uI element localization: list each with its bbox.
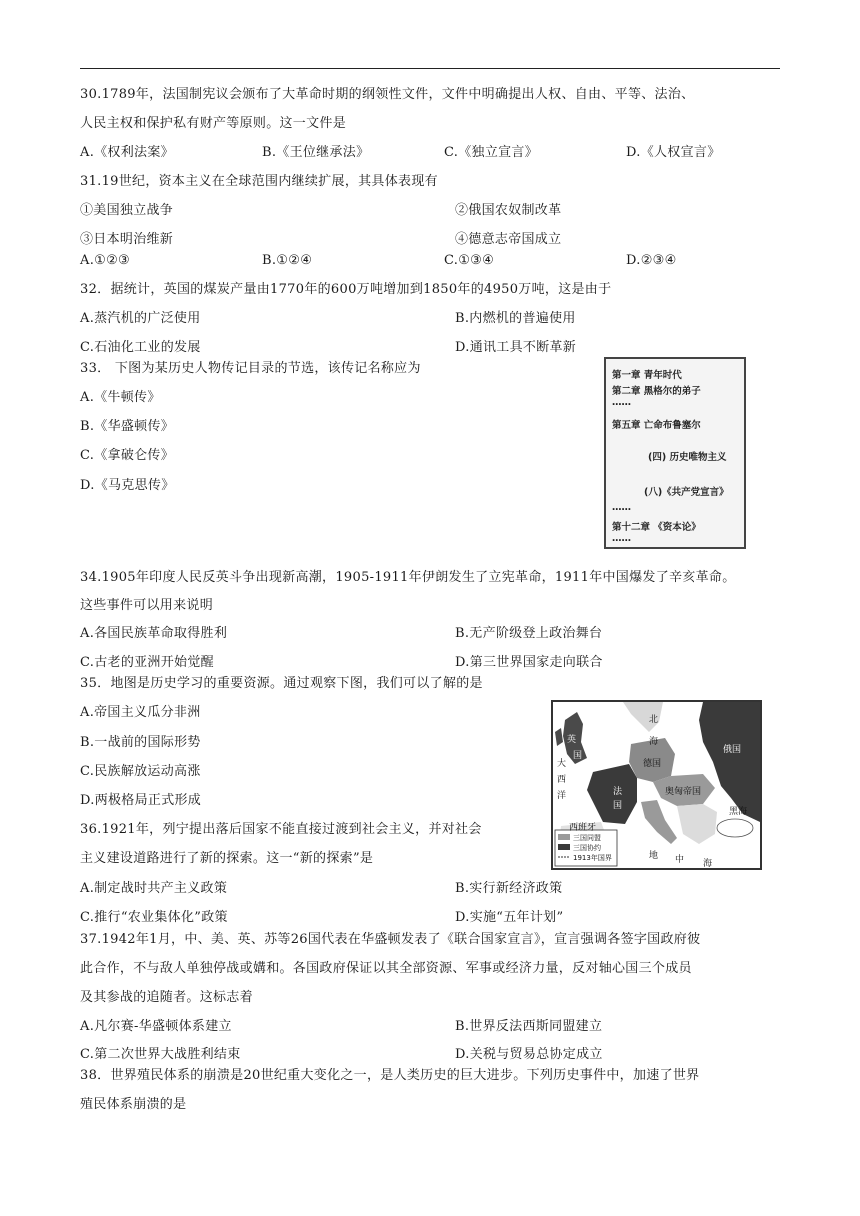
- q31-option-d: D.②③④: [626, 253, 677, 268]
- map-label: 德国: [643, 759, 662, 769]
- q32-stem: 32．据统计，英国的煤炭产量由1770年的600万吨增加到1850年的4950万吨，这是由于: [80, 282, 612, 297]
- q34-option-a: A.各国民族革命取得胜利: [80, 626, 228, 641]
- q37-stem-line2: 此合作，不与敌人单独停战或媾和。各国政府保证以其全部资源、军事或经济力量，反对轴心国三个成员: [80, 961, 692, 976]
- map-label: 洋: [557, 791, 567, 801]
- q33-option-a: A.《牛顿传》: [80, 390, 161, 405]
- map-label: 海: [703, 859, 713, 869]
- map-label: 地: [649, 851, 659, 861]
- q34-stem-line2: 这些事件可以用来说明: [80, 598, 214, 613]
- q37-stem-line3: 及其参战的追随者。这标志着: [80, 990, 253, 1005]
- q37-stem-line1: 37.1942年1月，中、美、英、苏等26国代表在华盛顿发表了《联合国家宣言》，宣言强调各签字国政府彼: [80, 932, 701, 947]
- q36-stem-line1: 36.1921年，列宁提出落后国家不能直接过渡到社会主义，并对社会: [80, 822, 482, 837]
- map-label: 国: [613, 801, 623, 811]
- q31-item-3: ③日本明治维新: [80, 232, 174, 247]
- toc-line: (八)《共产党宣言》: [644, 487, 729, 498]
- q33-option-c: C.《拿破仑传》: [80, 448, 175, 463]
- map-label: 英: [567, 735, 577, 745]
- q35-stem: 35．地图是历史学习的重要资源。通过观察下图，我们可以了解的是: [80, 676, 483, 691]
- map-label: 黑海: [729, 807, 748, 817]
- map-label: 中: [675, 855, 685, 865]
- q38-stem-line2: 殖民体系崩溃的是: [80, 1097, 187, 1112]
- europe-1913-map-figure: [551, 700, 762, 870]
- q32-option-a: A.蒸汽机的广泛使用: [80, 311, 201, 326]
- toc-line: 第一章 青年时代: [612, 370, 682, 381]
- map-legend-label: 1913年国界: [573, 854, 612, 862]
- q35-option-b: B.一战前的国际形势: [80, 735, 201, 750]
- q33-option-d: D.《马克思传》: [80, 478, 175, 493]
- map-label: 国: [573, 751, 583, 761]
- q37-option-d: D.关税与贸易总协定成立: [455, 1047, 603, 1062]
- q30-option-a: A.《权利法案》: [80, 145, 174, 160]
- toc-line: ……: [612, 397, 631, 408]
- q30-stem-line2: 人民主权和保护私有财产等原则。这一文件是: [80, 116, 347, 131]
- q32-option-c: C.石油化工业的发展: [80, 340, 201, 355]
- q33-option-b: B.《华盛顿传》: [80, 419, 175, 434]
- toc-line: (四) 历史唯物主义: [648, 452, 727, 463]
- map-label: 海: [649, 737, 659, 747]
- q31-stem: 31.19世纪，资本主义在全球范围内继续扩展，其具体表现有: [80, 174, 438, 189]
- toc-line: ……: [612, 533, 631, 544]
- q33-stem: 33． 下图为某历史人物传记目录的节选，该传记名称应为: [80, 361, 421, 376]
- q32-option-b: B.内燃机的普遍使用: [455, 311, 576, 326]
- q31-option-c: C.①③④: [444, 253, 495, 268]
- q37-option-a: A.凡尔赛-华盛顿体系建立: [80, 1019, 232, 1034]
- q37-option-b: B.世界反法西斯同盟建立: [455, 1019, 603, 1034]
- map-label: 北: [649, 715, 659, 725]
- q34-stem-line1: 34.1905年印度人民反英斗争出现新高潮，1905-1911年伊朗发生了立宪革命，1911年中国爆发了辛亥革命。: [80, 570, 736, 585]
- map-label: 西班牙: [569, 823, 597, 833]
- map-label: 法: [613, 787, 623, 797]
- map-legend-label: 三国同盟: [573, 834, 601, 842]
- q35-option-c: C.民族解放运动高涨: [80, 764, 201, 779]
- q30-option-b: B.《王位继承法》: [262, 145, 370, 160]
- q34-option-c: C.古老的亚洲开始觉醒: [80, 655, 214, 670]
- toc-line: 第十二章 《资本论》: [612, 522, 701, 533]
- toc-line: ……: [612, 502, 631, 513]
- q36-option-b: B.实行新经济政策: [455, 881, 563, 896]
- q36-option-d: D.实施“五年计划”: [455, 910, 564, 925]
- q31-item-4: ④德意志帝国成立: [455, 232, 562, 247]
- q36-option-a: A.制定战时共产主义政策: [80, 881, 228, 896]
- q38-stem-line1: 38．世界殖民体系的崩溃是20世纪重大变化之一，是人类历史的巨大进步。下列历史事件中，加速了世界: [80, 1068, 700, 1083]
- q31-item-1: ①美国独立战争: [80, 203, 174, 218]
- q32-option-d: D.通讯工具不断革新: [455, 340, 577, 355]
- q31-option-a: A.①②③: [80, 253, 130, 268]
- toc-line: 第二章 黑格尔的弟子: [612, 386, 701, 397]
- q37-option-c: C.第二次世界大战胜利结束: [80, 1047, 241, 1062]
- top-rule: [80, 68, 780, 69]
- q31-option-b: B.①②④: [262, 253, 313, 268]
- q30-option-c: C.《独立宣言》: [444, 145, 539, 160]
- q31-item-2: ②俄国农奴制改革: [455, 203, 562, 218]
- map-label: 大: [557, 759, 567, 769]
- map-label: 俄国: [723, 745, 742, 755]
- q36-stem-line2: 主义建设道路进行了新的探索。这一“新的探索”是: [80, 851, 374, 866]
- map-label: 西: [557, 775, 567, 785]
- q30-option-d: D.《人权宣言》: [626, 145, 721, 160]
- map-legend-label: 三国协约: [573, 844, 601, 852]
- q35-option-d: D.两极格局正式形成: [80, 793, 202, 808]
- q36-option-c: C.推行“农业集体化”政策: [80, 910, 228, 925]
- q34-option-b: B.无产阶级登上政治舞台: [455, 626, 603, 641]
- q35-option-a: A.帝国主义瓜分非洲: [80, 705, 201, 720]
- toc-line: 第五章 亡命布鲁塞尔: [612, 420, 701, 431]
- q34-option-d: D.第三世界国家走向联合: [455, 655, 603, 670]
- biography-toc-figure: [604, 357, 746, 549]
- map-label: 奥匈帝国: [665, 787, 702, 797]
- q30-stem-line1: 30.1789年，法国制宪议会颁布了大革命时期的纲领性文件，文件中明确提出人权、自由、平等、法治、: [80, 87, 695, 102]
